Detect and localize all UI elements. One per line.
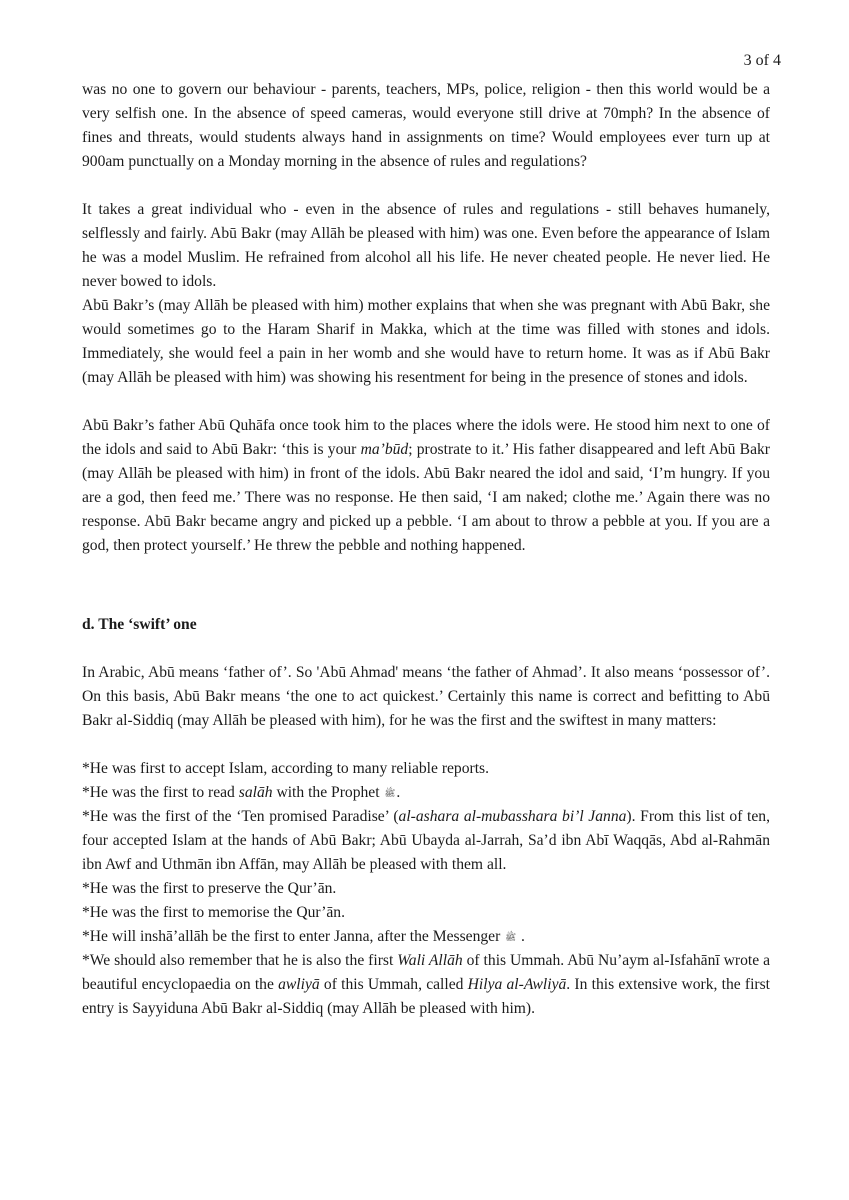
paragraph-4-term: ma’būd <box>360 441 409 458</box>
section-heading: d. The ‘swift’ one <box>82 616 197 633</box>
point-hilya-title: Hilya al-Awliyā <box>467 976 567 993</box>
point-preserve-quran: *He was the first to preserve the Qur’ān. <box>82 880 337 897</box>
point-enter-janna-text: *He will inshā’allāh be the first to enter Janna, after the Messenger <box>82 928 501 945</box>
point-first-salah-term: salāh <box>238 784 273 801</box>
body-text <box>82 78 770 1021</box>
paragraph-4-text-b: ; prostrate to it.’ His father disappeared and left Abū Bakr (may Allāh be pleased with him) in front of the idols. Abū Bakr neared the idol and said, ‘I’m hungry. If you are a god, then feed me.’ There was no response. He then said, ‘I am naked; clothe me.’ Again there was no response. Abū Bakr became angry and picked up a pebble. ‘I am about to throw a pebble at you. If you are a god, then protect yourself.’ He threw the pebble and nothing happened. <box>82 441 770 554</box>
paragraph-4 <box>82 414 770 558</box>
point-ten-promised-text-a: *He was the first of the ‘Ten promised Paradise’ ( <box>82 808 399 825</box>
paragraph-2: It takes a great individual who - even in the absence of rules and regulations - still behaves humanely, selflessly and fairly. Abū Bakr (may Allāh be pleased with him) was one. Even before the appearance of Islam he was a model Muslim. He refrained from alcohol all his life. He never cheated people. He never lied. He never bowed to idols. <box>82 201 770 290</box>
point-enter-janna <box>82 925 770 949</box>
point-first-salah-text-a: *He was the first to read <box>82 784 239 801</box>
point-first-islam: *He was first to accept Islam, according to many reliable reports. <box>82 760 490 777</box>
point-ten-promised-text-b: ). From this list of ten, four accepted Islam at the hands of Abū Bakr; Abū Ubayda al-Jarrah, Sa’d ibn Abī Waqqās, Abd al-Rahmān ibn Awf and Uthmān ibn Affān, may Allāh be pleased with them all. <box>82 808 770 873</box>
paragraph-4-text-a: Abū Bakr’s father Abū Quhāfa once took him to the places where the idols were. He stood him next to one of the idols and said to Abū Bakr: ‘this is your <box>82 417 770 458</box>
point-wali-text-d: . In this extensive work, the first entry is Sayyiduna Abū Bakr al-Siddiq (may Allāh be pleased with him). <box>82 976 770 1017</box>
point-ten-promised <box>82 805 770 877</box>
point-wali-text-b: of this Ummah. Abū Nu’aym al-Isfahānī wrote a beautiful encyclopaedia on the <box>82 952 771 993</box>
paragraph-1: was no one to govern our behaviour - parents, teachers, MPs, police, religion - then this world would be a very selfish one. In the absence of speed cameras, would everyone still drive at 70mph? In the absence of fines and threats, would students always hand in assignments on time? Would employees ever turn up at 900am punctually on a Monday morning in the absence of rules and regulations? <box>82 81 770 170</box>
page-number: 3 of 4 <box>743 52 781 69</box>
point-first-salah-text-b: with the Prophet <box>272 784 380 801</box>
point-first-salah <box>82 781 770 805</box>
point-memorise-quran: *He was the first to memorise the Qur’ān. <box>82 904 346 921</box>
point-enter-janna-end: . <box>517 928 525 945</box>
point-wali-text-c: of this Ummah, called <box>319 976 468 993</box>
point-first-salah-end: . <box>396 784 401 801</box>
section-intro: In Arabic, Abū means ‘father of’. So 'Abū Ahmad' means ‘the father of Ahmad’. It also means ‘possessor of’. On this basis, Abū Bakr means ‘the one to act quickest.’ Certainly this name is correct and befitting to Abū Bakr al-Siddiq (may Allāh be pleased with him), for he was the first and the swiftest in many matters: <box>82 664 770 729</box>
point-wali-term: Wali Allāh <box>397 952 463 969</box>
point-wali-allah <box>82 949 770 1021</box>
point-wali-text-a: *We should also remember that he is also the first <box>82 952 398 969</box>
point-awliya-term: awliyā <box>278 976 320 993</box>
salawat-icon: ﷺ <box>384 788 396 799</box>
paragraph-3: Abū Bakr’s (may Allāh be pleased with him) mother explains that when she was pregnant with Abū Bakr, she would sometimes go to the Haram Sharif in Makka, which at the time was filled with stones and idols. Immediately, she would feel a pain in her womb and she would have to return home. It was as if Abū Bakr (may Allāh be pleased with him) was showing his resentment for being in the presence of stones and idols. <box>82 297 770 386</box>
salawat-icon: ﷺ <box>505 932 517 943</box>
point-ten-promised-term: al-ashara al-mubasshara bi’l Janna <box>398 808 627 825</box>
